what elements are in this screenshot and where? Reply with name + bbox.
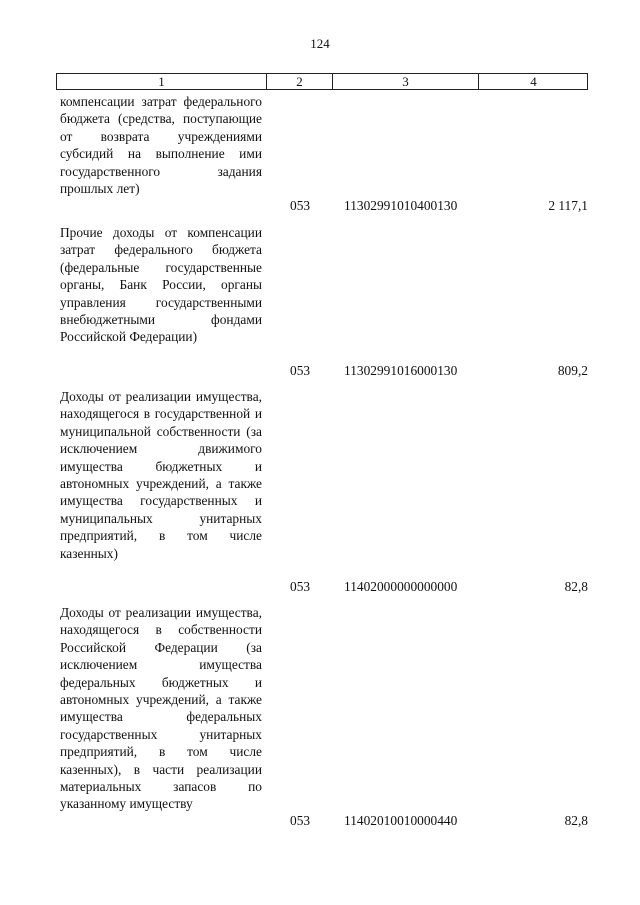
table-column-header bbox=[56, 73, 588, 90]
row-description: компенсации затрат федерального бюджета (средства, поступающие от возврата учреждениями субсидий на выполнение ими государственного задания прошлых лет) bbox=[60, 94, 262, 197]
column-header-4: 4 bbox=[478, 74, 588, 89]
page-number: 124 bbox=[310, 36, 330, 51]
row-kbk-code: 11302991010400130 bbox=[344, 198, 458, 213]
row-description: Доходы от реализации имущества, находящегося в собственности Российской Федерации (за исключением имущества федеральных бюджетных и автономных учреждений, а также имущества федеральных государственных унитарных предприятий, в том числе казенных), в части реализации материальных запасов по указанному имуществу bbox=[60, 605, 262, 812]
column-header-1: 1 bbox=[158, 74, 165, 89]
row-amount: 82,8 bbox=[564, 813, 588, 828]
row-amount: 82,8 bbox=[564, 579, 588, 594]
row-description: Доходы от реализации имущества, находящегося в государственной и муниципальной собственности (за исключением движимого имущества бюджетных и автономных учреждений, а также имущества государственных и муниципальных унитарных предприятий, в том числе казенных) bbox=[60, 389, 262, 561]
row-description: Прочие доходы от компенсации затрат федерального бюджета (федеральные государственные органы, Банк России, органы управления государственными внебюджетными фондами Российской Федерации) bbox=[60, 225, 262, 345]
row-admin-code: 053 bbox=[290, 198, 311, 213]
column-header-2: 2 bbox=[266, 74, 332, 89]
row-kbk-code: 11402010010000440 bbox=[344, 813, 458, 828]
row-amount: 2 117,1 bbox=[548, 198, 588, 213]
row-amount: 809,2 bbox=[557, 363, 588, 378]
row-kbk-code: 11302991016000130 bbox=[344, 363, 458, 378]
column-header-3: 3 bbox=[332, 74, 478, 89]
row-admin-code: 053 bbox=[290, 363, 311, 378]
row-kbk-code: 11402000000000000 bbox=[344, 579, 458, 594]
row-admin-code: 053 bbox=[290, 813, 311, 828]
row-admin-code: 053 bbox=[290, 579, 311, 594]
